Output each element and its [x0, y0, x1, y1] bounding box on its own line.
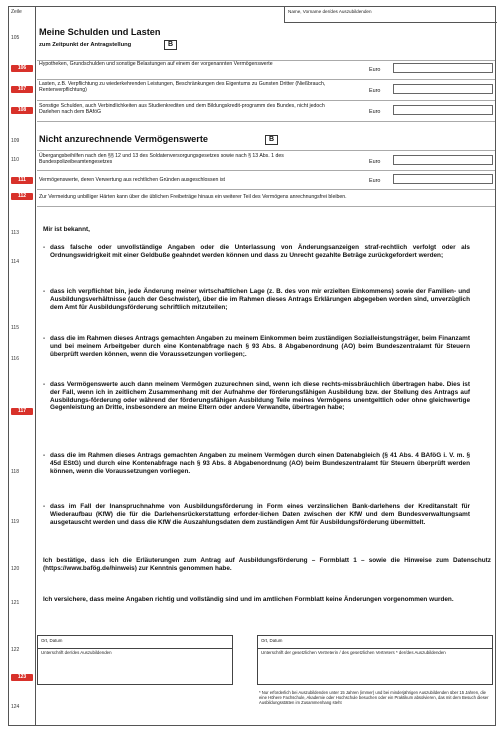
row-number-113: 113 [11, 230, 19, 236]
row-number-106: 106 [11, 65, 33, 72]
declaration-heading: Mir ist bekannt, [43, 226, 90, 233]
hardship-note: Zur Vermeidung unbilliger Härten kann über die üblichen Freibeträge hinaus ein weiterer Teil des Vermögens anrechnungsfrei bleiben. [39, 194, 347, 200]
row-number-118: 118 [11, 469, 19, 475]
section-subtitle: zum Zeitpunkt der Antragstellung [39, 42, 132, 48]
row-number-110: 110 [11, 157, 19, 163]
row-number-116: 116 [11, 356, 19, 362]
form-page [8, 6, 496, 726]
place-date-label: Ort, Datum [41, 638, 63, 643]
row-number-119: 119 [11, 519, 19, 525]
row-number-120: 120 [11, 566, 20, 572]
amount-field-111[interactable] [393, 174, 493, 184]
currency-label: Euro [369, 67, 381, 73]
row-text-106: Hypotheken, Grundschulden und sonstige Belastungen auf einem der vorgenannten Vermögenswerte [39, 61, 273, 67]
row-text-108: Sonstige Schulden, auch Verbindlichkeiten aus Studienkrediten und dem Bildungskredit-programm des Bundes, nicht jedoch Darlehen nach dem BAföG [39, 103, 325, 116]
row-text-111: Vermögenswerte, deren Verwertung aus rechtlichen Gründen ausgeschlossen ist [39, 177, 225, 183]
amount-field-110[interactable] [393, 155, 493, 165]
row-number-115: 115 [11, 325, 19, 331]
confirmation-accuracy: Ich versichere, dass meine Angaben richtig und vollständig sind und im amtlichen Formblatt keine Änderungen vorgenommen wurden. [43, 596, 454, 603]
row-number-124: 124 [11, 704, 20, 710]
section-badge-b: B [164, 40, 177, 50]
row-number-107: 107 [11, 86, 33, 93]
amount-field-108[interactable] [393, 105, 493, 115]
bullet-dash: - [43, 381, 46, 388]
bullet-dash: - [43, 244, 46, 251]
bullet-dash: - [43, 503, 46, 510]
row-number-column [9, 7, 36, 725]
name-field-label: Name, Vorname der/des Auszubildenden [288, 9, 372, 14]
declaration-item-118: dass die im Rahmen dieses Antrags gemachten Angaben zu meinem Vermögen durch einen Datenabgleich (§ 41 Abs. 4 BAföG i. V. m. § 45d EStG) und durch eine Kontenabfrage nach § 93 Abs. 8 Abgabenordnung (AO) beim Bundeszentralamt für Steuern überprüft werden können, wenn die Voraussetzungen vorliegen. [50, 452, 470, 475]
declaration-item-115: dass ich verpflichtet bin, jede Änderung meiner wirtschaftlichen Lage (z. B. des von mir erzielten Einkommens) sowie der Familien- und Ausbildungsverhältnisse (auch der Geschwister), über die im Rahmen dieses Antrags Erklärungen abgegeben worden sind, unverzüglich dem Amt für Ausbildungsförderung schriftlich mitzuteilen; [50, 288, 470, 311]
bullet-dash: - [43, 452, 46, 459]
place-date-label: Ort, Datum [261, 638, 283, 643]
amount-field-106[interactable] [393, 63, 493, 73]
row-text-110: Übergangsbeihilfen nach den §§ 12 und 13 des Soldatenversorgungsgesetzes sowie nach § 13 Abs. 1 des Bundespolizeibeamtengesetzes [39, 153, 284, 166]
row-number-121: 121 [11, 600, 20, 606]
row-number-108: 108 [11, 107, 33, 114]
declaration-item-117: dass Vermögenswerte auch dann meinem Vermögen zuzurechnen sind, wenn ich diese rechts-missbräuchlich übertragen habe. Dies ist der Fall, wenn ich in zeitlichem Zusammenhang mit der Aufnahme der förderungsfähigen Ausbildung bzw. der Stellung des Antrags auf Ausbildungs-förderung oder während der förderungsfähigen Ausbildung Teile meines Vermögens unentgeltlich oder ohne gleichwertige Gegenleistung an Dritte, insbesondere an meine Eltern oder andere Verwandte, übertragen habe; [50, 381, 470, 412]
row-number-114: 114 [11, 259, 19, 265]
row-number-111: 111 [11, 177, 33, 184]
row-number-105: 105 [11, 35, 20, 41]
currency-label: Euro [369, 178, 381, 184]
row-number-112: 112 [11, 193, 33, 200]
row-number-109: 109 [11, 138, 20, 144]
declaration-item-114: dass falsche oder unvollständige Angaben oder die Unterlassung von Änderungsanzeigen straf-rechtlich verfolgt oder als Ordnungswidrigkeit mit einer Geldbuße geahndet werden können und dass zu Unrecht gezahlte Beträge zurückgefordert werden; [50, 244, 470, 259]
section-title-debts: Meine Schulden und Lasten [39, 27, 161, 37]
guardian-signature-label: Unterschrift der gesetzlichen Vertreterin / des gesetzlichen Vertreters * der/des Auszubildenden [261, 650, 446, 655]
row-number-122: 122 [11, 647, 20, 653]
row-number-117: 117 [11, 408, 33, 415]
row-number-123: 123 [11, 674, 33, 681]
section-badge-b: B [265, 135, 278, 145]
confirmation-explanations: Ich bestätige, dass ich die Erläuterungen zum Antrag auf Ausbildungsförderung – Formblatt 1 – sowie die Hinweise zum Datenschutz (https://www.bafög.de/hinweis) zur Kenntnis genommen habe. [43, 557, 491, 572]
section-title-exempt-assets: Nicht anzurechnende Vermögenswerte [39, 134, 208, 144]
row-text-107: Lasten, z.B. Verpflichtung zu wiederkehrenden Leistungen, Beschränkungen des Eigentums zu Gunsten Dritter (Nießbrauch, Rentenverpflichtung) [39, 81, 326, 94]
zeile-label: Zeile [11, 9, 22, 15]
guardian-signature-box[interactable] [257, 635, 493, 685]
student-signature-box[interactable] [37, 635, 233, 685]
bullet-dash: - [43, 288, 46, 295]
name-field[interactable] [284, 7, 497, 23]
declaration-item-116: dass die im Rahmen dieses Antrags gemachten Angaben zu meinem Einkommen beim zuständigen Sozialleistungsträger, beim Finanzamt und bei meinem Arbeitgeber durch eine Kontenabfrage nach § 93 Abs. 8 Abgabenordnung (AO) beim Bundeszentralamt für Steuern überprüft werden können, wenn die Voraussetzungen vorliegen;. [50, 335, 470, 358]
currency-label: Euro [369, 88, 381, 94]
currency-label: Euro [369, 109, 381, 115]
bullet-dash: - [43, 335, 46, 342]
footnote: * Nur erforderlich bei Auszubildenden unter 15 Jahren (immer) und bei minderjährigen Auszubildenden über 15 Jahren, die eine Höhere Fachschule, Akademie oder Hochschule besuchen oder ein Praktikum absolvieren, das mit dem Besuch dieser Ausbildungsstätten im Zusammenhang steht [259, 690, 489, 705]
student-signature-label: Unterschrift der/des Auszubildenden [41, 650, 112, 655]
amount-field-107[interactable] [393, 84, 493, 94]
currency-label: Euro [369, 159, 381, 165]
declaration-item-119: dass im Fall der Inanspruchnahme von Ausbildungsförderung in Form eines verzinslichen Bank-darlehens der Kreditanstalt für Wiederaufbau (KfW) die für die Darlehensrückerstattung erforder-lichen Daten zwischen der KfW und dem Bundesverwaltungsamt ausgetauscht werden und dass die KfW die Auszahlungsdaten dem zuständigen Amt für Ausbildungsförderung übermittelt. [50, 503, 470, 526]
